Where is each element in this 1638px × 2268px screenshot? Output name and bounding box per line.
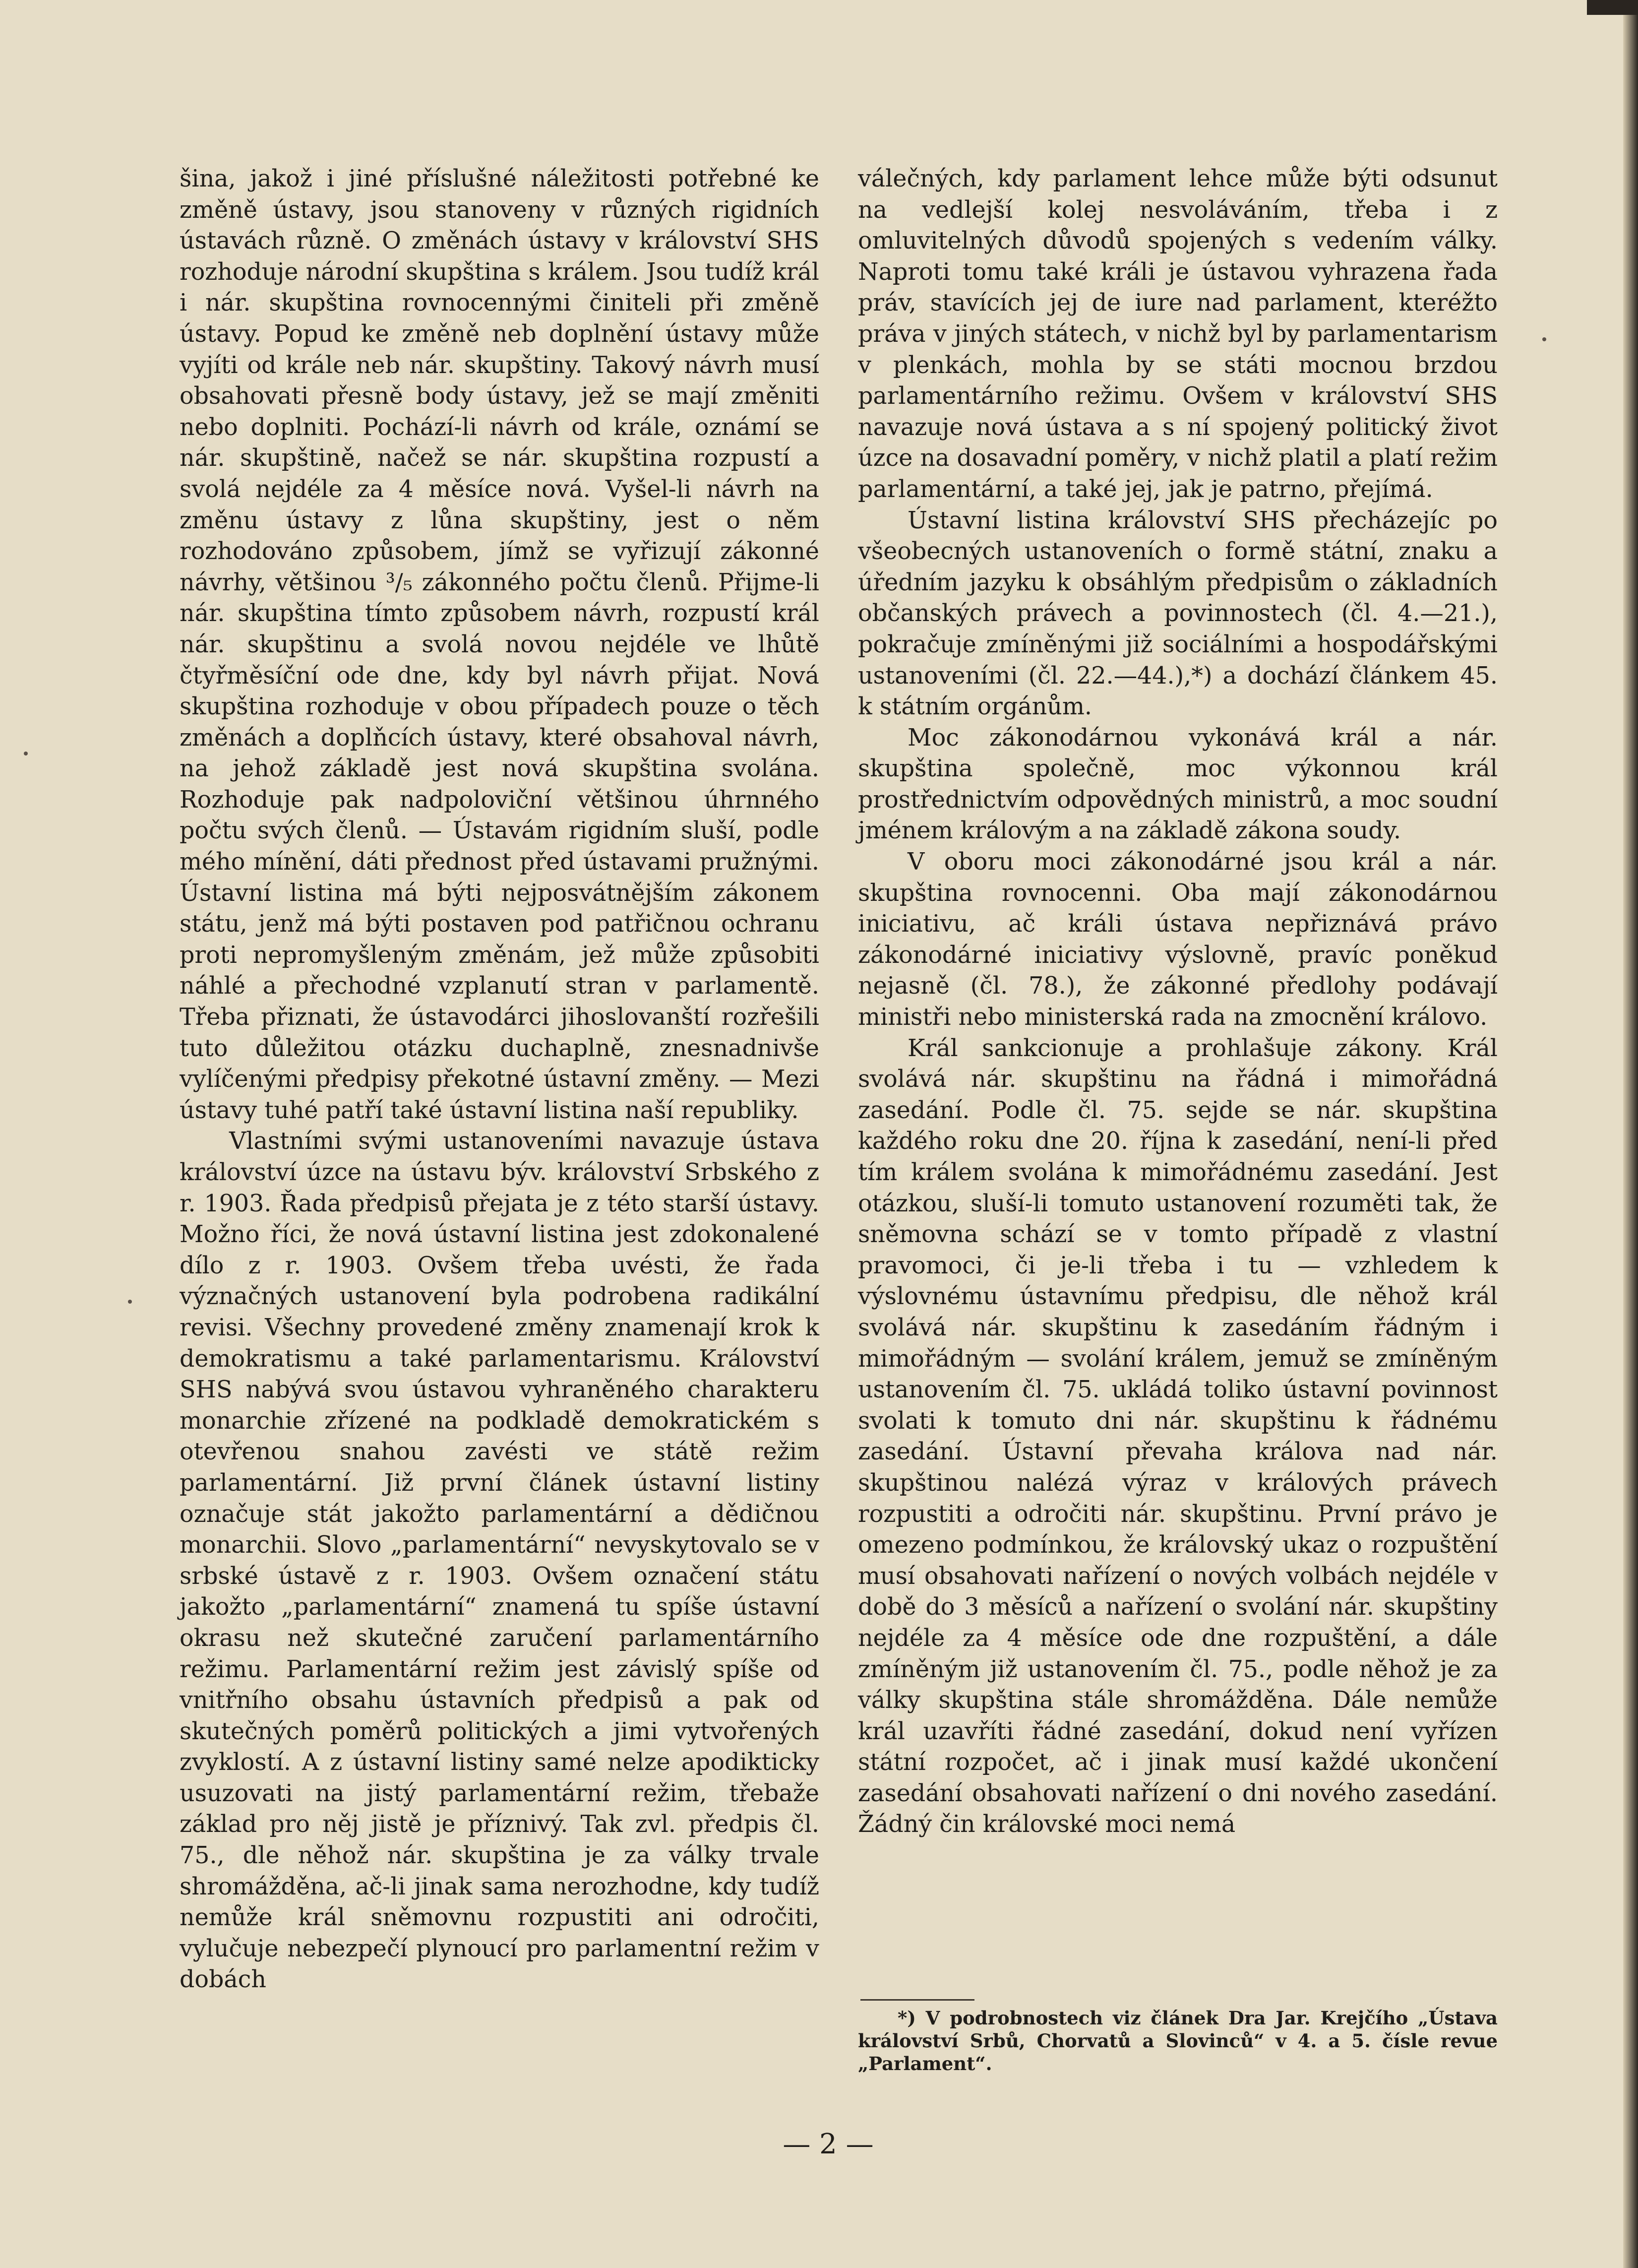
left-paragraph-2: Vlastními svými ustanoveními navazuje ústava království úzce na ústavu býv. království Srbského z r. 1903. Řada předpisů přejata je z této starší ústavy. Možno říci, že nová ústavní listina jest zdokonalené dílo z r. 1903. Ovšem třeba uvésti, že řada význačných ustanovení byla podrobena radikální revisi. Všechny provedené změny znamenají krok k demokratismu a také parlamentarismu. Království SHS nabývá svou ústavou vyhraněného charakteru monarchie zřízené na podkladě demokratickém s otevřenou snahou zavésti ve státě režim parlamentární. Již první článek ústavní listiny označuje stát jakožto parlamentární a dědičnou monarchii. Slovo „parlamentární“ nevyskytovalo se v srbské ústavě z r. 1903. Ovšem označení státu jakožto „parlamentární“ znamená tu spíše ústavní okrasu než skutečné zaručení parlamentárního režimu. Parlamentární režim jest závislý spíše od vnitřního obsahu ústavních předpisů a pak od skutečných poměrů politických a jimi vytvořených zvyklostí. A z ústavní listiny samé nelze apodikticky usuzovati na jistý parlamentární režim, třebaže základ pro něj jistě je příznivý. Tak zvl. předpis čl. 75., dle něhož nár. skupština je za války trvale shromážděna, ač-li jinak sama nerozhodne, kdy tudíž nemůže král sněmovnu rozpustiti ani odročiti, vylučuje nebezpečí plynoucí pro parlamentní režim v dobách — [180, 1128, 819, 1994]
left-column — [180, 164, 819, 1996]
right-paragraph-2: Ústavní listina království SHS přecházejíc po všeobecných ustanoveních o formě státní, znaku a úředním jazyku k obsáhlým předpisům o základních občanských právech a povinnostech (čl. 4.—21.), pokračuje zmíněnými již sociálními a hospodářskými ustanoveními (čl. 22.—44.),*) a dochází článkem 45. k státním orgánům. — [858, 506, 1498, 721]
right-paragraph-4: V oboru moci zákonodárné jsou král a nár. skupština rovnocenni. Oba mají zákonodárnou iniciativu, ač králi ústava nepřiznává právo zákonodárné iniciativy výslovně, pravíc poněkud nejasně (čl. 78.), že zákonné předlohy podávají ministři nebo ministerská rada na zmocnění královo. — [858, 848, 1498, 1031]
paper-speck — [128, 1300, 132, 1304]
page-edge — [1623, 0, 1638, 2268]
left-paragraph-1: šina, jakož i jiné příslušné náležitosti potřebné ke změně ústavy, jsou stanoveny v různých rigidních ústavách různě. O změnách ústavy v království SHS rozhoduje národní skupština s králem. Jsou tudíž král i nár. skupština rovnocennými činiteli při změně ústavy. Popud ke změně neb doplnění ústavy může vyjíti od krále neb nár. skupštiny. Takový návrh musí obsahovati přesně body ústavy, jež se mají změniti nebo doplniti. Pochází-li návrh od krále, oznámí se nár. skupštině, načež se nár. skupština rozpustí a svolá nejdéle za 4 měsíce nová. Vyšel-li návrh na změnu ústavy z lůna skupštiny, jest o něm rozhodováno způsobem, jímž se vyřizují zákonné návrhy, většinou ³/₅ zákonného počtu členů. Přijme-li nár. skupština tímto způsobem návrh, rozpustí král nár. skupštinu a svolá novou nejdéle ve lhůtě čtyřměsíční ode dne, kdy byl návrh přijat. Nová skupština rozhoduje v obou případech pouze o těch změnách a doplňcích ústavy, které obsahoval návrh, na jehož základě jest nová skupština svolána. Rozhoduje pak nadpoloviční většinou úhrnného počtu svých členů. — Ústavám rigidním sluší, podle mého mínění, dáti přednost před ústavami pružnými. Ústavní listina má býti nejposvátnějším zákonem státu, jenž má býti postaven pod patřičnou ochranu proti nepromyšleným změnám, jež může způsobiti náhlé a přechodné vzplanutí stran v parlamentě. Třeba přiznati, že ústavodárci jihoslovanští rozřešili tuto důležitou otázku duchaplně, znesnadnivše vylíčenými předpisy překotné ústavní změny. — Mezi ústavy tuhé patří také ústavní listina naší republiky. — [180, 165, 819, 1124]
footnote-text: *) V podrobnostech viz článek Dra Jar. Krejčího „Ústava království Srbů, Chorvatů a Slovinců“ v 4. a 5. čísle revue „Parlament“. — [858, 2007, 1498, 2075]
paper-speck — [24, 752, 28, 756]
right-paragraph-1: válečných, kdy parlament lehce může býti odsunut na vedlejší kolej nesvoláváním, třeba i z omluvitelných důvodů spojených s vedením války. Naproti tomu také králi je ústavou vyhrazena řada práv, stavících jej de iure nad parlament, kteréžto práva v jiných státech, v nichž byl by parlamentarism v plenkách, mohla by se státi mocnou brzdou parlamentárního režimu. Ovšem v království SHS navazuje nová ústava a s ní spojený politický život úzce na dosavadní poměry, v nichž platil a platí režim parlamentární, a také jej, jak je patrno, přejímá. — [858, 165, 1498, 503]
right-paragraph-5: Král sankcionuje a prohlašuje zákony. Král svolává nár. skupštinu na řádná i mimořádná zasedání. Podle čl. 75. sejde se nár. skupština každého roku dne 20. října k zasedání, není-li před tím králem svolána k mimořádnému zasedání. Jest otázkou, sluší-li tomuto ustanovení rozuměti tak, že sněmovna schází se v tomto případě z vlastní pravomoci, či je-li třeba i tu — vzhledem k výslovnému ústavnímu předpisu, dle něhož král svolává nár. skupštinu k zasedáním řádným i mimořádným — svolání králem, jemuž se zmíněným ustanovením čl. 75. ukládá toliko ústavní povinnost svolati k tomuto dni nár. skupštinu k řádnému zasedání. Ústavní převaha králova nad nár. skupštinou nalézá výraz v králových právech rozpustiti a odročiti nár. skupštinu. První právo je omezeno podmínkou, že královský ukaz o rozpuštění musí obsahovati nařízení o nových volbách nejdéle v době do 3 měsíců a nařízení o svolání nár. skupštiny nejdéle za 4 měsíce ode dne rozpuštění, a dále zmíněným již ustanovením čl. 75., podle něhož je za války skupština stále shromážděna. Dále nemůže král uzavříti řádné zasedání, dokud není vyřízen státní rozpočet, ač i jinak musí každé ukončení zasedání obsahovati nařízení o dni nového zasedání. Žádný čin královské moci nemá — [858, 1034, 1498, 1838]
paper-speck — [1542, 337, 1546, 341]
footnote-divider — [860, 1999, 974, 2001]
right-paragraph-3: Moc zákonodárnou vykonává král a nár. skupština společně, moc výkonnou král prostřednictvím odpovědných ministrů, a moc soudní jménem královým a na základě zákona soudy. — [858, 724, 1498, 845]
footnote — [858, 2007, 1498, 2075]
page-number: — 2 — — [783, 2128, 874, 2160]
right-column — [858, 164, 1498, 1840]
page-corner — [1587, 0, 1638, 15]
